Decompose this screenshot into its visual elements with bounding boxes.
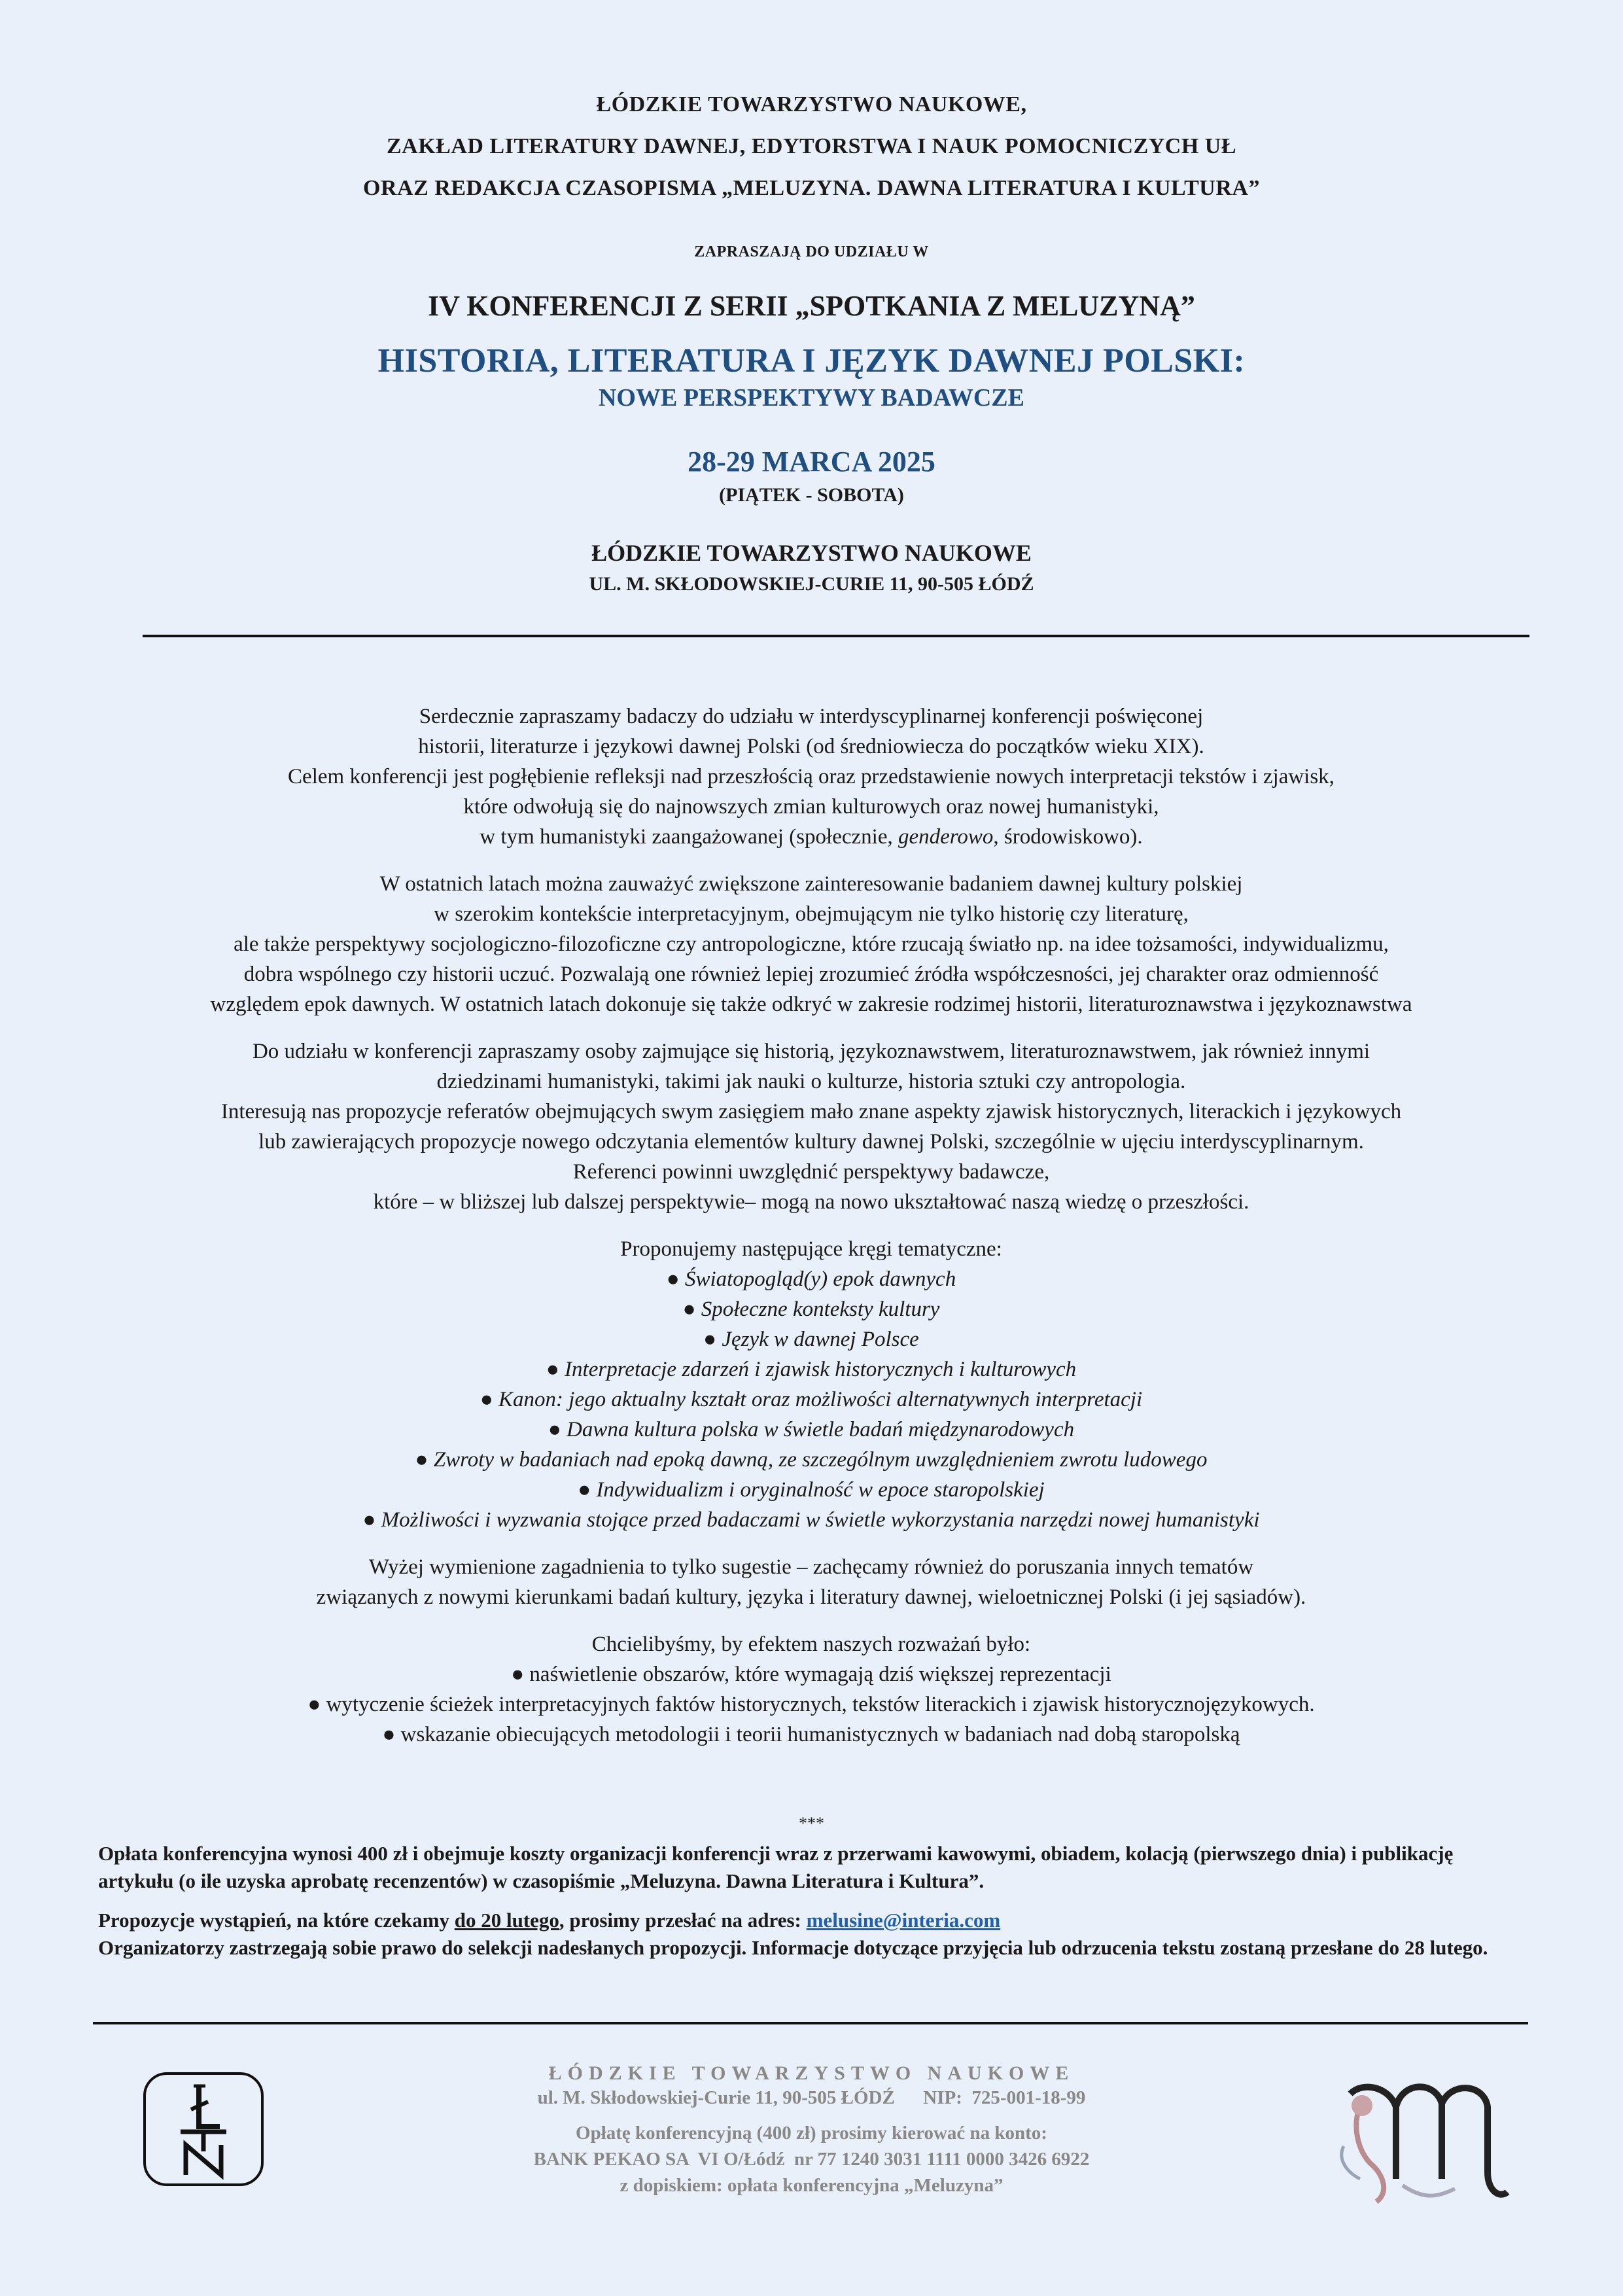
footer-bank: BANK PEKAO SA VI O/Łódź nr 77 1240 3031 1111 0000 3426 6922: [533, 2149, 1090, 2170]
footer-address: ul. M. Skłodowskiej-Curie 11, 90-505 ŁÓDŹ NIP: 725-001-18-99: [537, 2087, 1086, 2108]
organizer-line-1: ŁÓDZKIE TOWARZYSTWO NAUKOWE,: [596, 92, 1027, 116]
goals-list: [72, 1629, 1550, 1750]
topic-item: ● Język w dawnej Polsce: [703, 1328, 919, 1351]
text-fragment: , prosimy przesłać na adres:: [559, 1909, 807, 1932]
topics-list: [72, 1234, 1550, 1535]
conference-days: (PIĄTEK - SOBOTA): [719, 484, 904, 506]
conference-date: 28-29 MARCA 2025: [688, 446, 935, 478]
topic-item: ● Dawna kultura polska w świetle badań międzynarodowych: [548, 1418, 1075, 1441]
text-line: które – w bliższej lub dalszej perspektywie– mogą na nowo ukształtować naszą wiedzę o przeszłości.: [373, 1190, 1249, 1214]
text-line: Celem konferencji jest pogłębienie refleksji nad przeszłością oraz przedstawienie nowych interpretacji tekstów i zjawisk,: [288, 765, 1335, 788]
email-link[interactable]: melusine@interia.com: [806, 1909, 1001, 1932]
goal-item: ● wytyczenie ścieżek interpretacyjnych faktów historycznych, tekstów literackich i zjawisk historycznojęzykowych.: [307, 1693, 1315, 1716]
conference-subtitle: NOWE PERSPEKTYWY BADAWCZE: [598, 384, 1024, 412]
venue-name: ŁÓDZKIE TOWARZYSTWO NAUKOWE: [591, 540, 1032, 566]
footer-note: z dopiskiem: opłata konferencyjna „Meluzyna”: [620, 2175, 1003, 2196]
conference-title: HISTORIA, LITERATURA I JĘZYK DAWNEJ POLSKI:: [377, 342, 1246, 380]
topic-item: ● Zwroty w badaniach nad epoką dawną, ze szczególnym uwzględnieniem zwrotu ludowego: [415, 1448, 1208, 1472]
text-line: lub zawierających propozycje nowego odczytania elementów kultury dawnej Polski, szczególnie w ujęciu interdyscyplinarnym.: [258, 1130, 1364, 1154]
text-line: względem epok dawnych. W ostatnich latach dokonuje się także odkryć w zakresie rodzimej historii, literaturoznawstwa i językoznawstwa: [210, 993, 1412, 1016]
goal-item: ● naświetlenie obszarów, które wymagają dziś większej reprezentacji: [511, 1663, 1111, 1686]
paragraph-invitation: [72, 1036, 1550, 1217]
text-line: Serdecznie zapraszamy badaczy do udziału w interdyscyplinarnej konferencji poświęconej: [419, 705, 1204, 728]
text-line: [72, 822, 1550, 852]
organizer-line-2: ZAKŁAD LITERATURY DAWNEJ, EDYTORSTWA I NAUK POMOCNICZYCH UŁ: [386, 134, 1237, 158]
topic-item: ● Kanon: jego aktualny kształt oraz możliwości alternatywnych interpretacji: [480, 1388, 1143, 1411]
text-line: ale także perspektywy socjologiczno-filozoficzne czy antropologiczne, które rzucają światło np. na idee tożsamości, indywidualizmu,: [234, 932, 1389, 956]
topic-item: ● Interpretacje zdarzeń i zjawisk historycznych i kulturowych: [546, 1358, 1077, 1381]
topics-intro: Proponujemy następujące kręgi tematyczne:: [620, 1237, 1002, 1261]
text-line: dobra wspólnego czy historii uczuć. Pozwalają one również lepiej zrozumieć źródła współczesności, jej charakter oraz odmienność: [243, 963, 1379, 986]
footer-org-name: ŁÓDZKIE TOWARZYSTWO NAUKOWE: [548, 2062, 1075, 2084]
text-line: W ostatnich latach można zauważyć zwiększone zainteresowanie badaniem dawnej kultury polskiej: [379, 872, 1243, 896]
goals-intro: Chcielibyśmy, by efektem naszych rozważań było:: [591, 1633, 1031, 1656]
topic-item: ● Społeczne konteksty kultury: [682, 1298, 940, 1321]
text-line: związanych z nowymi kierunkami badań kultury, języka i literatury dawnej, wieloetnicznej Polski (i jej sąsiadów).: [316, 1585, 1306, 1609]
meluzyna-logo: [1324, 2068, 1520, 2212]
text-line: Interesują nas propozycje referatów obejmujących swym zasięgiem mało znane aspekty zjawisk historycznych, literackich i językowych: [220, 1100, 1402, 1123]
topic-item: ● Światopogląd(y) epok dawnych: [666, 1267, 956, 1291]
series-heading: IV KONFERENCJI Z SERII „SPOTKANIA Z MELUZYNĄ”: [428, 290, 1195, 322]
venue-address: UL. M. SKŁODOWSKIEJ-CURIE 11, 90-505 ŁÓDŹ: [589, 573, 1034, 595]
organizers-block: [0, 84, 1623, 209]
selection-note: Organizatorzy zastrzegają sobie prawo do selekcji nadesłanych propozycji. Informacje dotyczące przyjęcia lub odrzucenia tekstu zostaną przesłane do 28 lutego.: [98, 1936, 1488, 1959]
text-line: Wyżej wymienione zagadnienia to tylko sugestie – zachęcamy również do poruszania innych tematów: [368, 1555, 1254, 1579]
body-text: [72, 701, 1550, 1750]
deadline: do 20 lutego: [454, 1909, 559, 1932]
fee-block: [98, 1840, 1531, 1973]
text-fragment: w tym humanistyki zaangażowanej (społecznie,: [480, 825, 898, 849]
fee-text: Opłata konferencyjna wynosi 400 zł i obejmuje koszty organizacji konferencji wraz z przerwami kawowymi, obiadem, kolacją (pierwszego dnia) i publikację artykułu (o ile uzyska aprobatę recenzentów) w czasopiśmie „Meluzyna. Dawna Literatura i Kultura”.: [98, 1842, 1454, 1892]
bottom-divider: [93, 2022, 1528, 2024]
text-line: dziedzinami humanistyki, takimi jak nauki o kulturze, historia sztuki czy antropologia.: [436, 1070, 1186, 1093]
text-line: Referenci powinni uwzględnić perspektywy badawcze,: [572, 1160, 1050, 1184]
paragraph-context: [72, 869, 1550, 1019]
topic-item: ● Możliwości i wyzwania stojące przed badaczami w świetle wykorzystania narzędzi nowej humanistyki: [362, 1508, 1260, 1532]
footer-payment: Opłatę konferencyjną (400 zł) prosimy kierować na konto:: [576, 2123, 1047, 2144]
text-line: w szerokim kontekście interpretacyjnym, obejmującym nie tylko historię czy literaturę,: [434, 902, 1189, 926]
italic-term: genderowo: [898, 825, 994, 849]
proposals-text: [98, 1907, 1531, 1934]
paragraph-suggestions: [72, 1552, 1550, 1612]
text-line: historii, literaturze i językowi dawnej Polski (od średniowiecza do początków wieku XIX).: [418, 735, 1204, 758]
top-divider: [143, 635, 1529, 637]
text-fragment: , środowiskowo).: [993, 825, 1143, 849]
invite-text: ZAPRASZAJĄ DO UDZIAŁU W: [694, 243, 929, 260]
paragraph-intro: [72, 701, 1550, 852]
text-line: Do udziału w konferencji zapraszamy osoby zajmujące się historią, językoznawstwem, literaturoznawstwem, jak również innymi: [252, 1040, 1370, 1063]
topic-item: ● Indywidualizm i oryginalność w epoce staropolskiej: [578, 1478, 1045, 1502]
text-fragment: Propozycje wystąpień, na które czekamy: [98, 1909, 455, 1932]
goal-item: ● wskazanie obiecujących metodologii i teorii humanistycznych w badaniach nad dobą staropolską: [382, 1723, 1240, 1746]
section-separator: ***: [799, 1814, 824, 1833]
text-line: które odwołują się do najnowszych zmian kulturowych oraz nowej humanistyki,: [463, 795, 1159, 819]
organizer-line-3: ORAZ REDAKCJA CZASOPISMA „MELUZYNA. DAWNA LITERATURA I KULTURA”: [363, 176, 1260, 200]
